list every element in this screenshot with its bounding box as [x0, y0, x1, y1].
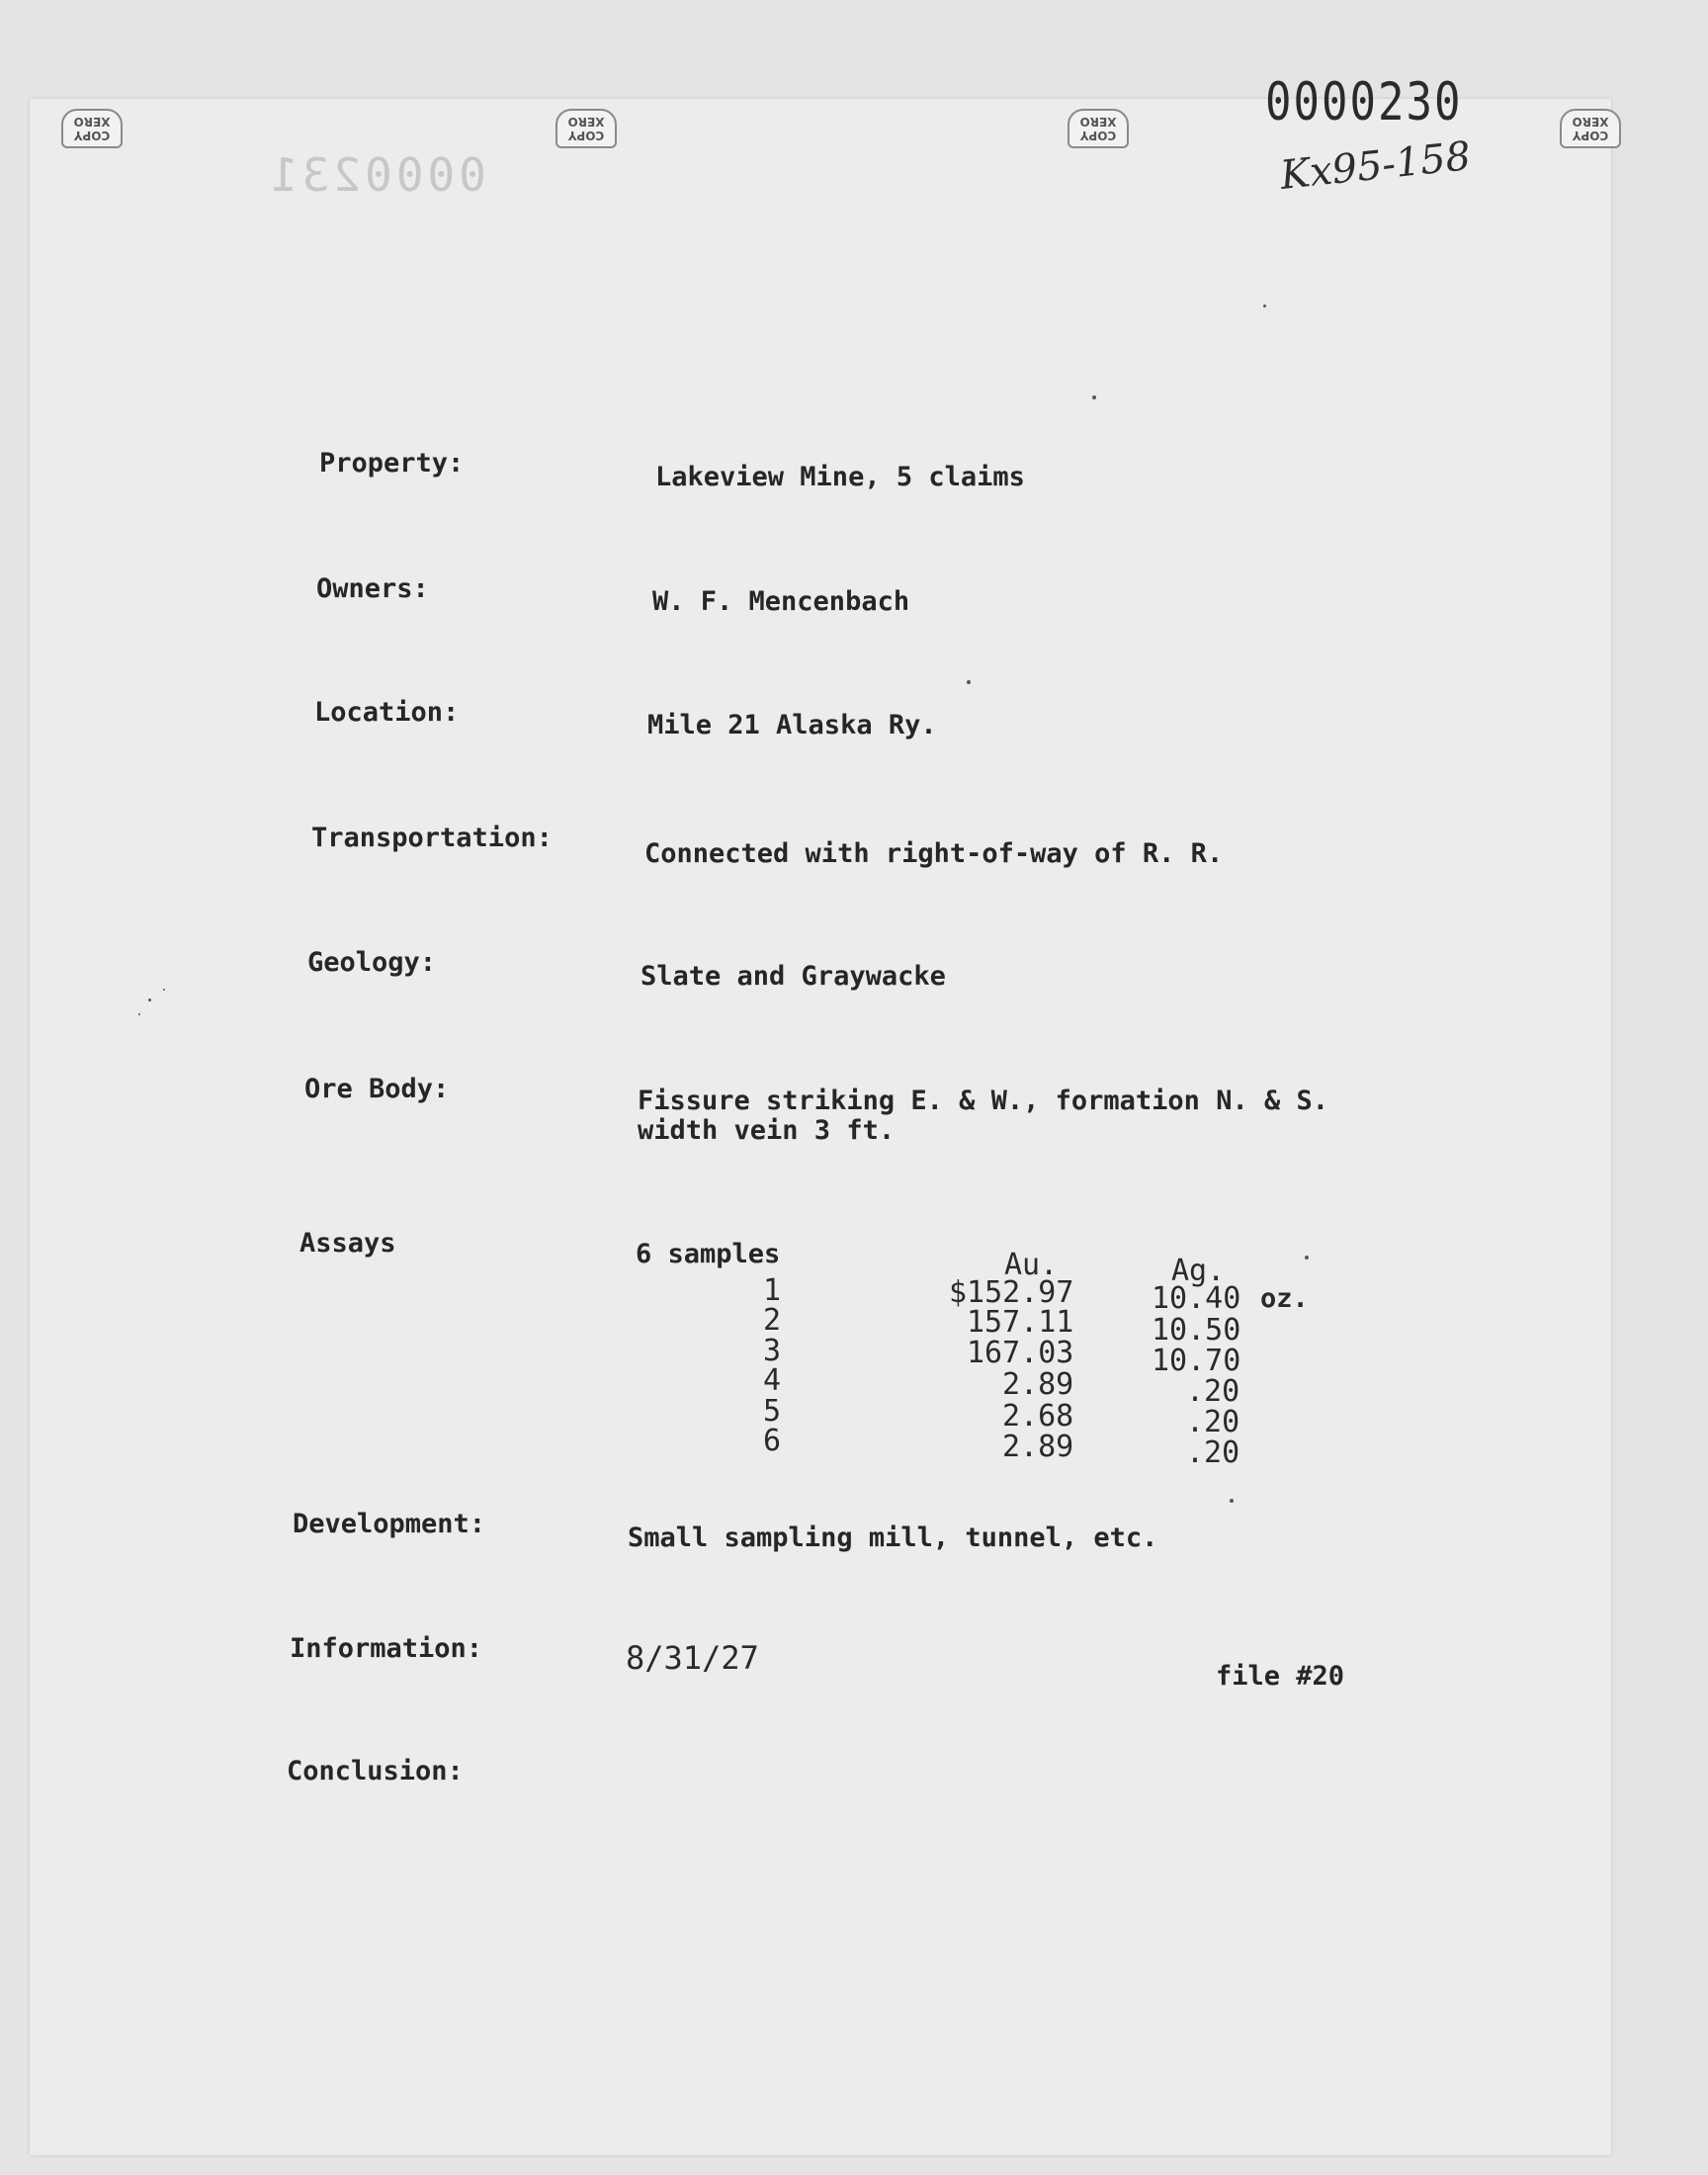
ore-body-line2: width vein 3 ft.: [638, 1115, 896, 1146]
assay-row-4-au: 2.89: [1002, 1367, 1074, 1402]
tab-line1: COPY: [1079, 129, 1117, 142]
transportation-label: Transportation:: [311, 823, 553, 853]
scan-speck: [138, 1013, 140, 1015]
owners-label: Owners:: [316, 573, 429, 604]
tab-line1: COPY: [1572, 129, 1609, 142]
assays-au-header: Au.: [1004, 1248, 1059, 1282]
assay-row-3-au: 167.03: [967, 1336, 1074, 1370]
xero-copy-tab-4: [1560, 109, 1621, 148]
assay-row-5-ag: .20: [1186, 1405, 1240, 1439]
property-label: Property:: [319, 448, 465, 478]
information-file: file #20: [1216, 1661, 1345, 1692]
ghost-stamp-number: 0000231: [267, 148, 486, 202]
property-value: Lakeview Mine, 5 claims: [655, 462, 1025, 492]
owners-value: W. F. Mencenbach: [652, 586, 910, 617]
assay-row-1-unit: oz.: [1260, 1283, 1309, 1314]
tab-line2: XERO: [1079, 115, 1117, 129]
tab-line2: XERO: [73, 115, 111, 129]
assays-ag-header: Ag.: [1171, 1254, 1226, 1288]
scan-speck: [1230, 1499, 1234, 1503]
xero-copy-tab-3: [1068, 109, 1129, 148]
xero-copy-tab-2: [555, 109, 617, 148]
assay-row-2-au: 157.11: [967, 1305, 1074, 1340]
ore-body-line1: Fissure striking E. & W., formation N. & S.: [638, 1086, 1328, 1116]
conclusion-label: Conclusion:: [287, 1756, 464, 1786]
assay-row-1-ag: 10.40: [1152, 1281, 1241, 1316]
development-label: Development:: [293, 1509, 486, 1539]
development-value: Small sampling mill, tunnel, etc.: [628, 1522, 1158, 1553]
assay-row-3-ag: 10.70: [1152, 1344, 1241, 1378]
assay-row-5-au: 2.68: [1002, 1399, 1074, 1434]
geology-value: Slate and Graywacke: [640, 961, 946, 992]
handwritten-reference: Kx95-158: [1278, 133, 1474, 199]
tab-line1: COPY: [73, 129, 111, 142]
tab-line1: COPY: [567, 129, 605, 142]
assay-row-3-number: 3: [763, 1334, 782, 1368]
assay-row-1-number: 1: [763, 1273, 782, 1308]
assay-row-6-au: 2.89: [1002, 1430, 1074, 1464]
scan-speck: [1305, 1256, 1309, 1260]
location-label: Location:: [314, 697, 460, 728]
information-label: Information:: [290, 1633, 483, 1664]
ore-body-label: Ore Body:: [304, 1074, 450, 1104]
geology-label: Geology:: [307, 947, 437, 978]
assay-row-1-au: $152.97: [949, 1275, 1074, 1310]
scan-speck: [148, 999, 151, 1001]
assay-row-5-number: 5: [763, 1394, 782, 1429]
assay-row-4-number: 4: [763, 1363, 782, 1398]
scan-speck: [1263, 304, 1266, 307]
location-value: Mile 21 Alaska Ry.: [647, 710, 937, 740]
transportation-value: Connected with right-of-way of R. R.: [644, 838, 1224, 869]
scan-speck: [967, 680, 971, 684]
assay-row-6-ag: .20: [1186, 1436, 1240, 1470]
assays-samples-label: 6 samples: [636, 1239, 781, 1269]
assay-row-6-number: 6: [763, 1424, 782, 1458]
xero-copy-tab-1: [61, 109, 123, 148]
assay-row-4-ag: .20: [1186, 1374, 1240, 1409]
tab-line2: XERO: [567, 115, 605, 129]
tab-line2: XERO: [1572, 115, 1609, 129]
assay-row-2-number: 2: [763, 1303, 782, 1338]
scan-speck: [163, 989, 165, 991]
document-stamp-number: 0000230: [1265, 71, 1463, 133]
assays-label: Assays: [299, 1228, 396, 1259]
scan-speck: [1092, 395, 1096, 399]
assay-row-2-ag: 10.50: [1152, 1313, 1241, 1348]
information-date: 8/31/27: [626, 1639, 759, 1677]
